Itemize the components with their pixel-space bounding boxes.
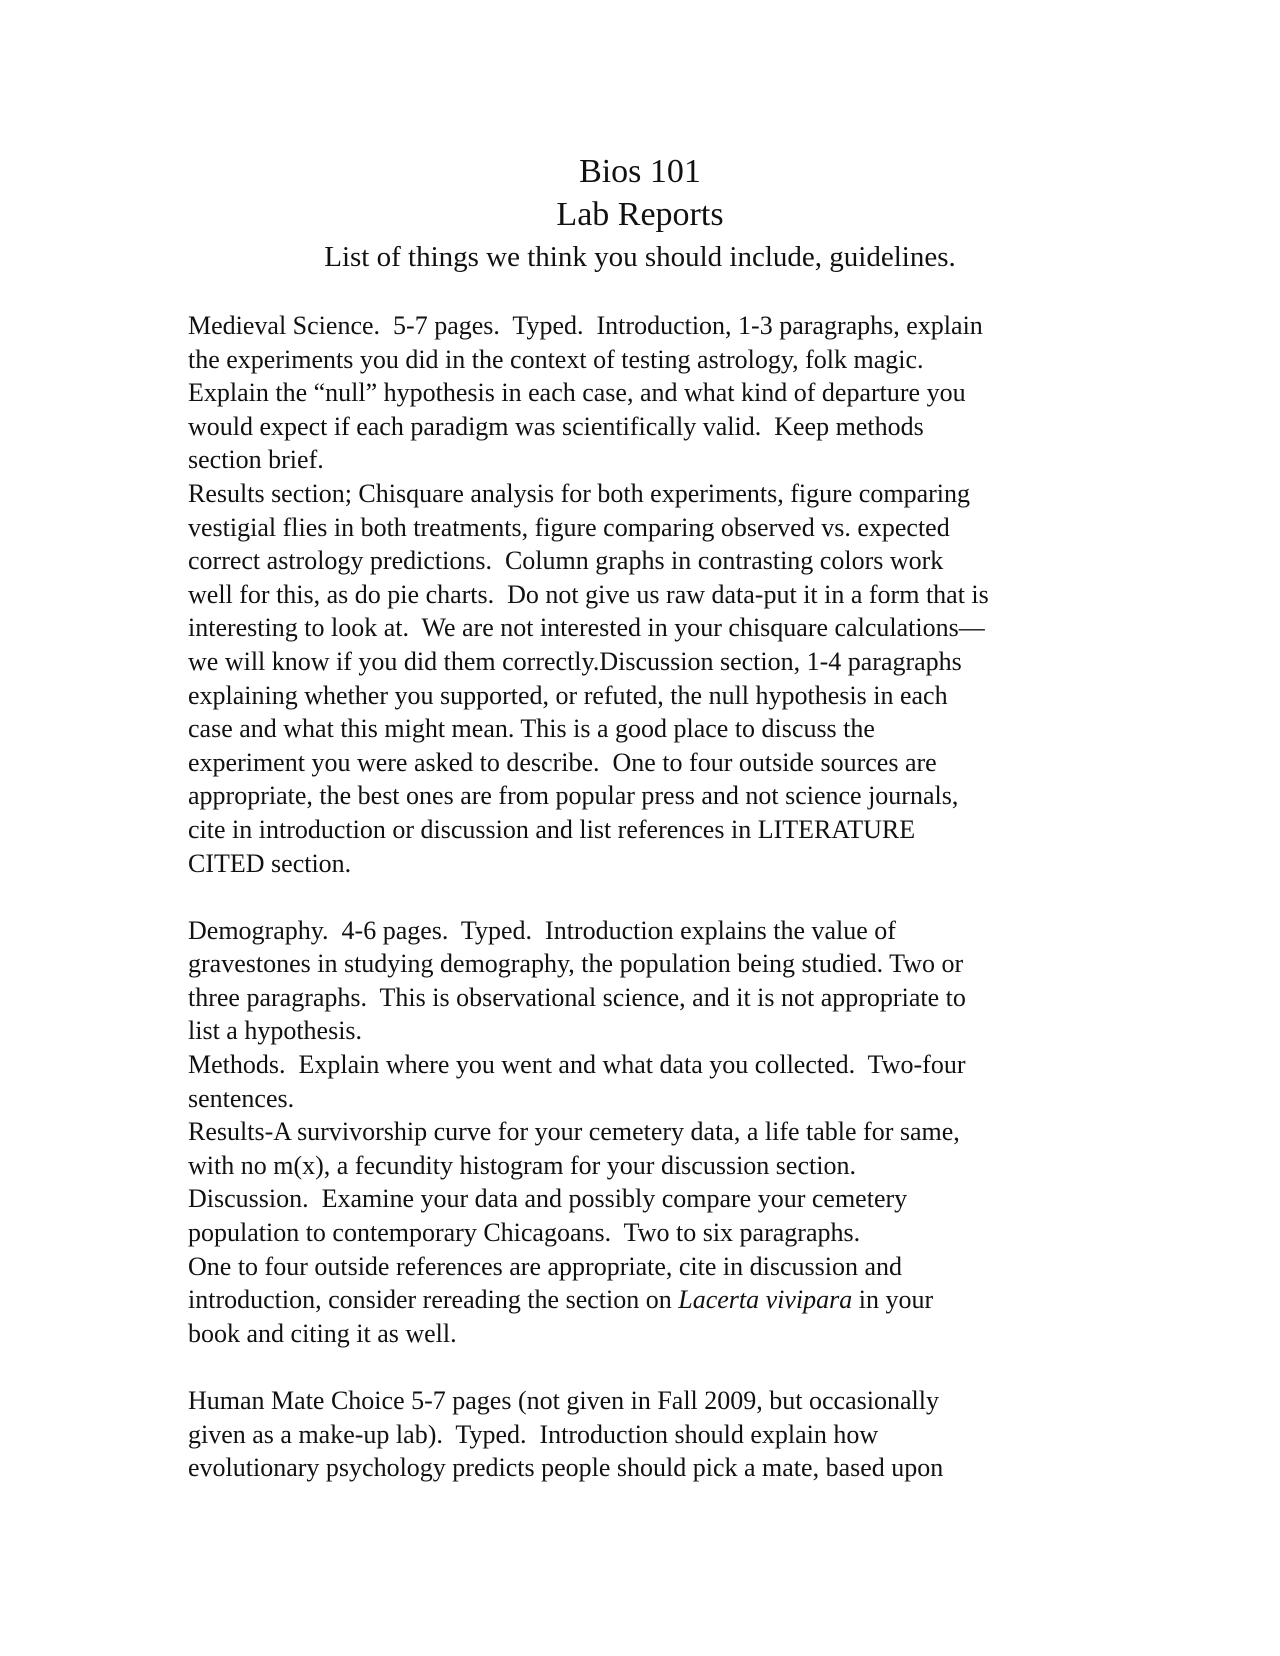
text-line: evolutionary psychology predicts people should pick a mate, based upon <box>188 1453 944 1483</box>
text-line: experiment you were asked to describe. One to four outside sources are <box>188 747 937 777</box>
text-line: given as a make-up lab). Typed. Introduction should explain how <box>188 1419 879 1449</box>
text-line: Results-A survivorship curve for your cemetery data, a life table for same, <box>188 1117 960 1147</box>
text-line: list a hypothesis. <box>188 1016 363 1046</box>
text-line: would expect if each paradigm was scientifically valid. Keep methods <box>188 411 924 441</box>
species-name: Lacerta vivipara <box>678 1285 853 1315</box>
text-line: case and what this might mean. This is a good place to discuss the <box>188 714 875 744</box>
section-medieval-science <box>188 309 1098 880</box>
text-line: vestigial flies in both treatments, figure comparing observed vs. expected <box>188 512 950 542</box>
paragraph-spacer <box>188 1350 1098 1384</box>
document-header <box>0 150 1280 279</box>
paragraph-spacer <box>188 880 1098 914</box>
text-segment: in your <box>852 1285 934 1315</box>
text-line: sentences. <box>188 1083 295 1113</box>
text-line: book and citing it as well. <box>188 1318 457 1348</box>
section-human-mate-choice <box>188 1384 1098 1485</box>
document-body <box>188 309 1098 1485</box>
text-line: section brief. <box>188 445 324 475</box>
text-line: we will know if you did them correctly.Discussion section, 1-4 paragraphs <box>188 646 962 676</box>
course-title: Bios 101 <box>579 153 701 190</box>
text-line: Medieval Science. 5-7 pages. Typed. Introduction, 1-3 paragraphs, explain <box>188 311 983 340</box>
text-line: Results section; Chisquare analysis for both experiments, figure comparing <box>188 478 970 508</box>
document-title: Lab Reports <box>556 196 724 233</box>
text-line: Human Mate Choice 5-7 pages (not given in Fall 2009, but occasionally <box>188 1386 939 1415</box>
text-line: gravestones in studying demography, the population being studied. Two or <box>188 949 964 979</box>
text-line: with no m(x), a fecundity histogram for your discussion section. <box>188 1150 856 1180</box>
text-line: One to four outside references are appropriate, cite in discussion and <box>188 1251 903 1281</box>
text-line: appropriate, the best ones are from popular press and not science journals, <box>188 781 959 811</box>
text-line: the experiments you did in the context of testing astrology, folk magic. <box>188 344 924 374</box>
text-line: correct astrology predictions. Column graphs in contrasting colors work <box>188 546 944 576</box>
text-segment: introduction, consider rereading the section on <box>188 1285 679 1315</box>
text-line: Discussion. Examine your data and possibly compare your cemetery <box>188 1184 908 1214</box>
text-line: Methods. Explain where you went and what data you collected. Two-four <box>188 1050 966 1080</box>
document-subtitle: List of things we think you should include, guidelines. <box>324 241 956 273</box>
text-line: Demography. 4-6 pages. Typed. Introduction explains the value of <box>188 915 896 945</box>
text-line-with-italic <box>188 1283 1098 1317</box>
text-line: cite in introduction or discussion and list references in LITERATURE <box>188 814 916 844</box>
text-line: CITED section. <box>188 848 352 878</box>
text-line: three paragraphs. This is observational science, and it is not appropriate to <box>188 982 966 1012</box>
section-demography <box>188 914 1098 1351</box>
text-line: explaining whether you supported, or refuted, the null hypothesis in each <box>188 680 948 710</box>
text-line: population to contemporary Chicagoans. Two to six paragraphs. <box>188 1218 861 1248</box>
text-line: well for this, as do pie charts. Do not give us raw data-put it in a form that is <box>188 579 989 609</box>
text-line: Explain the “null” hypothesis in each case, and what kind of departure you <box>188 378 966 408</box>
text-line: interesting to look at. We are not interested in your chisquare calculations— <box>188 613 985 643</box>
